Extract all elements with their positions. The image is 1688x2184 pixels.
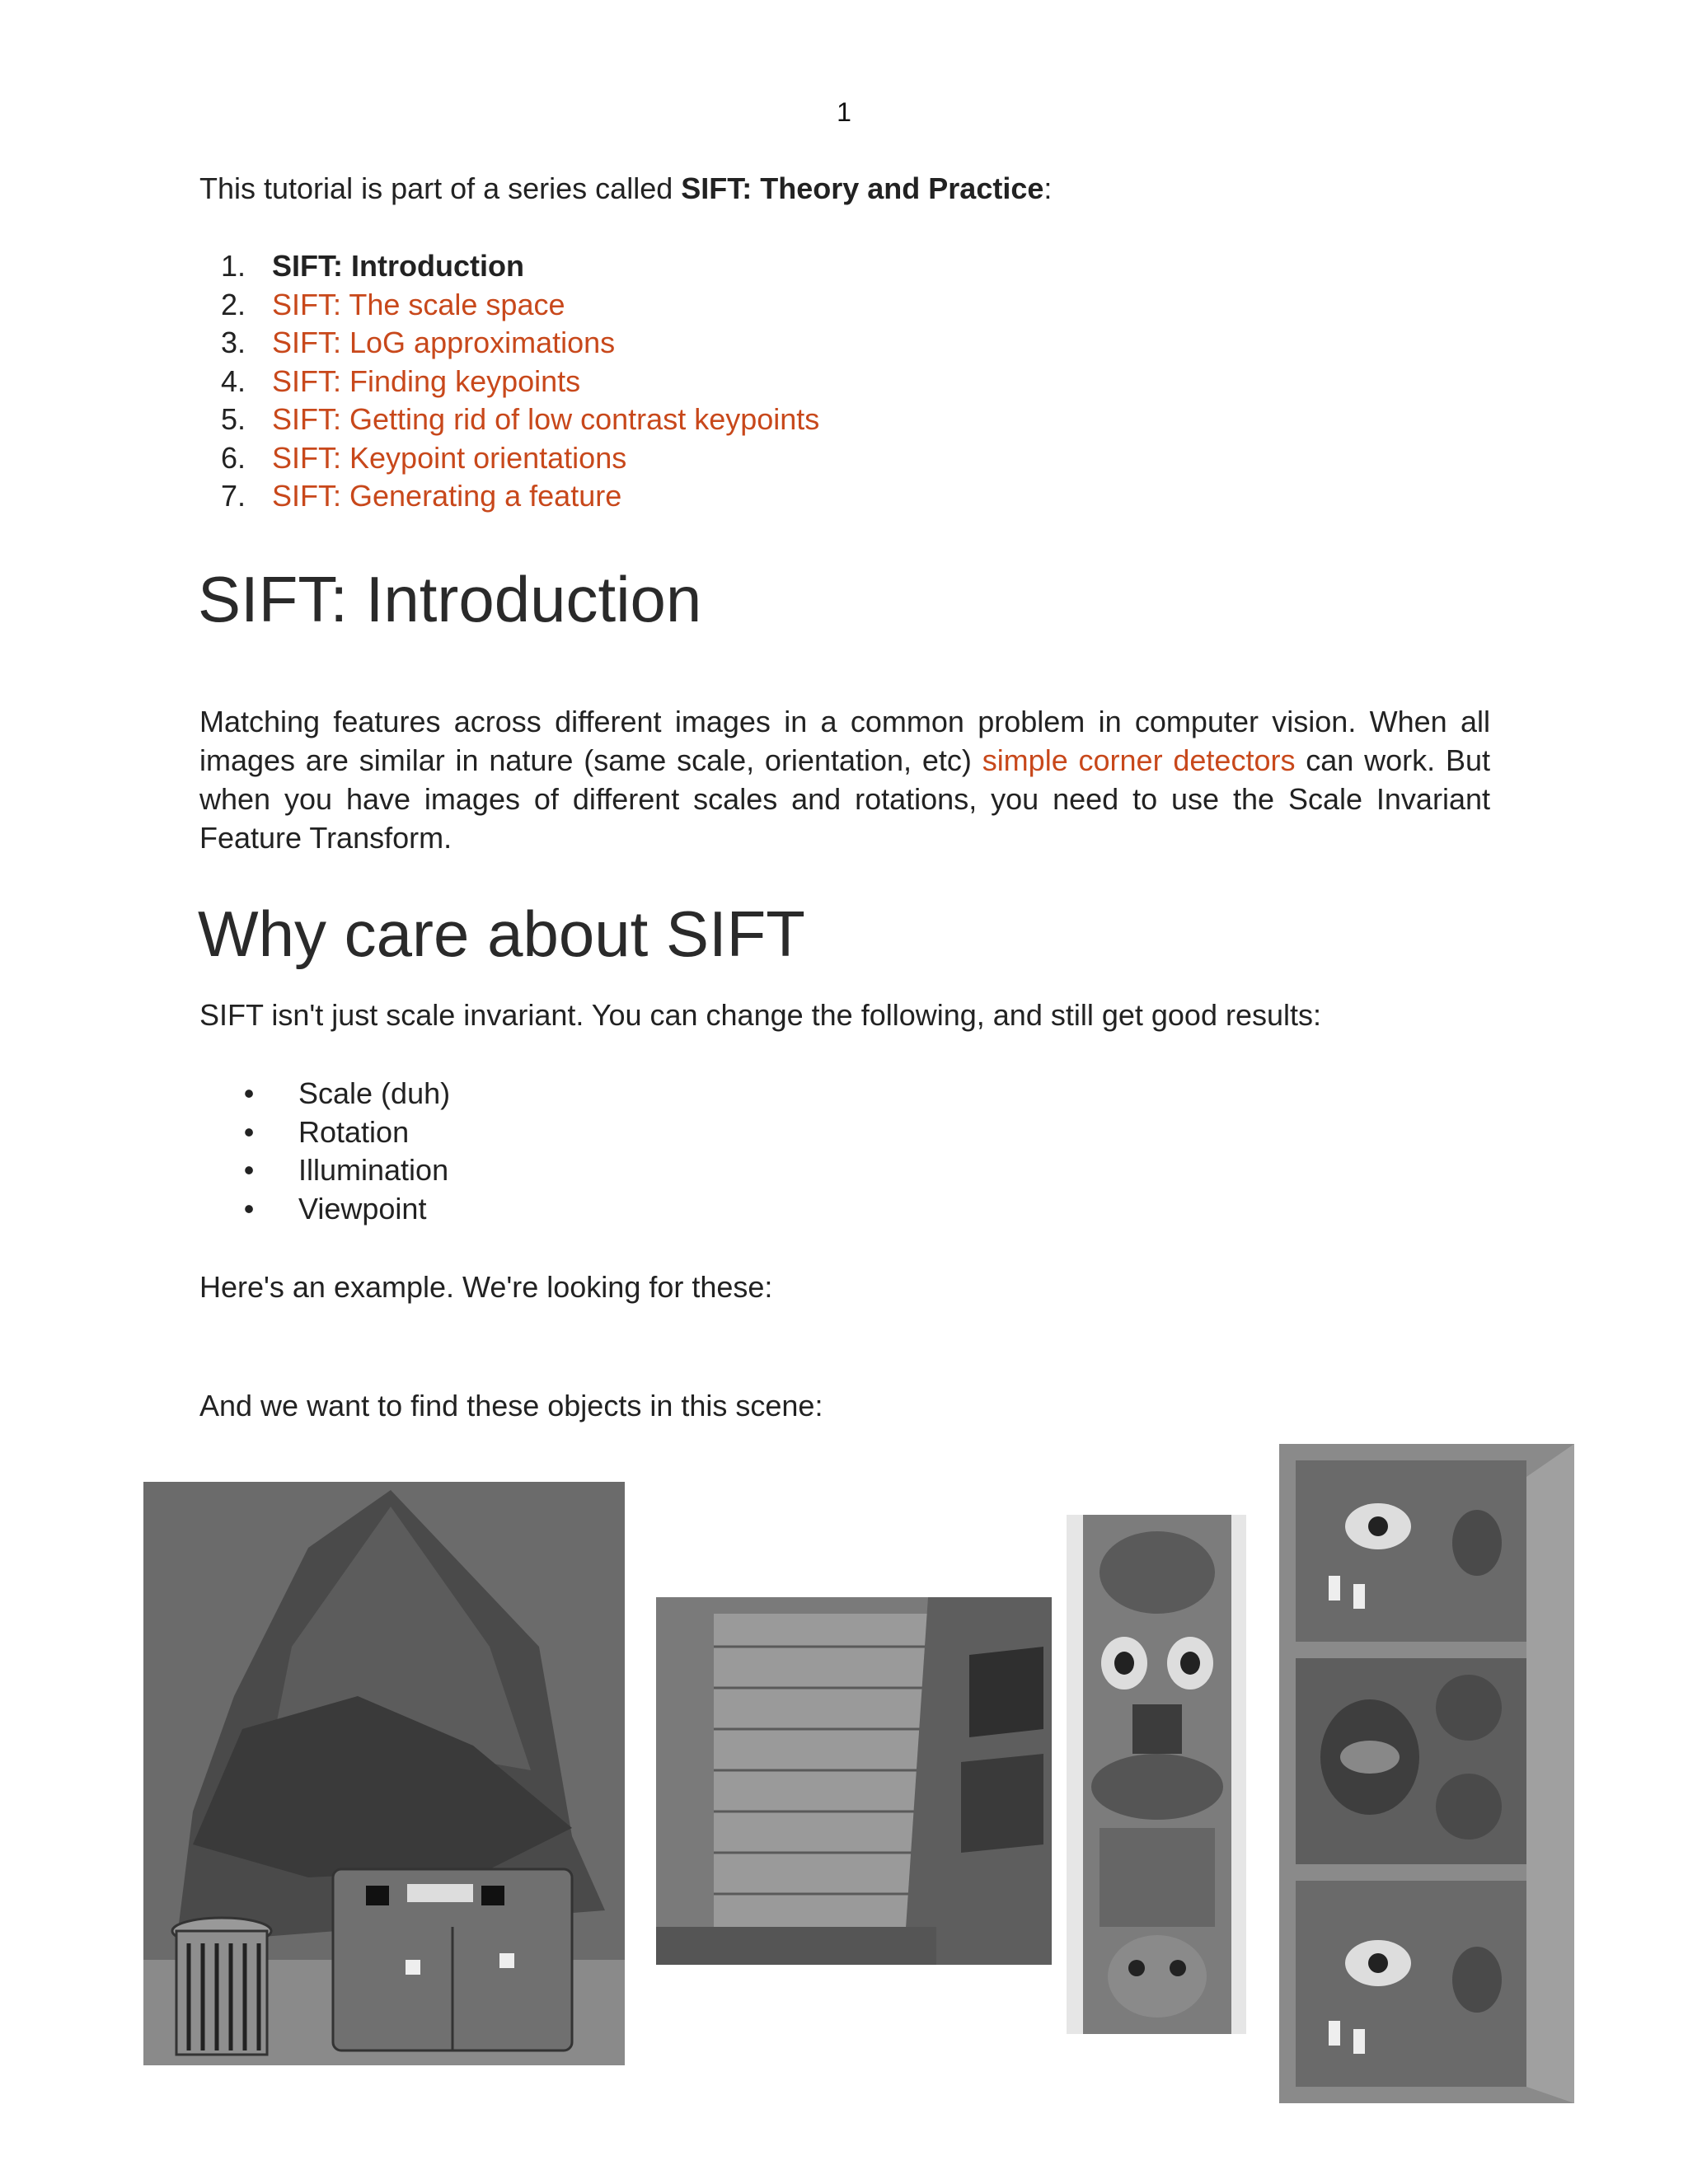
toc-number: 5. [220,402,246,436]
toc-number: 1. [220,249,246,283]
corner-detectors-link[interactable]: simple corner detectors [982,743,1296,777]
toc-link-orientations[interactable]: SIFT: Keypoint orientations [272,440,627,475]
bullet-icon: • [243,1076,255,1110]
tree-scene-photo [143,1482,625,2065]
para1-text-after: can work. But when you have images of different scales and rotations, you need to use the Scale Invariant Feature Transform. [199,743,1490,855]
toc-item-4[interactable] [199,363,819,401]
list-item-text: Illumination [298,1153,449,1187]
intro-suffix: : [1043,171,1053,205]
scene-paragraph: And we want to find these objects in this scene: [199,1389,823,1422]
list-item [199,1113,450,1152]
toc-item-6[interactable] [199,439,819,478]
toc-link-log-approximations[interactable]: SIFT: LoG approximations [272,326,616,359]
toc-link-finding-keypoints[interactable]: SIFT: Finding keypoints [272,363,581,398]
list-item-text: Rotation [298,1114,410,1149]
series-intro [199,171,1052,206]
toc-item-2[interactable] [199,286,819,325]
bullet-icon: • [243,1114,255,1149]
para1-text-before: Matching features across different images in a common problem in computer vision. When all images are similar in nature (same scale, orientation, etc) [199,705,1490,777]
heading-why-care: Why care about SIFT [198,898,805,970]
wooden-door-photo [656,1597,1052,1965]
toc-number: 7. [220,479,246,513]
toc-number: 4. [220,363,246,398]
invariance-list [199,1075,450,1228]
bullet-icon: • [243,1153,255,1187]
list-item-text: Scale (duh) [298,1076,451,1110]
intro-prefix: This tutorial is part of a series called [199,171,682,205]
list-item [199,1075,450,1113]
toc-item-5[interactable] [199,401,819,439]
toc-link-scale-space[interactable]: SIFT: The scale space [272,287,565,321]
bullet-icon: • [243,1191,255,1226]
series-toc [199,247,819,516]
list-item-text: Viewpoint [298,1191,427,1226]
totem-pole-photo [1067,1515,1246,2034]
example-paragraph: Here's an example. We're looking for these: [199,1270,773,1304]
toc-item-1 [199,247,819,286]
toc-item-7[interactable] [199,477,819,516]
toc-link-low-contrast[interactable]: SIFT: Getting rid of low contrast keypoints [272,402,820,436]
intro-paragraph [199,702,1490,857]
list-item [199,1151,450,1190]
toc-link-generating-feature[interactable]: SIFT: Generating a feature [272,479,622,513]
series-title: SIFT: Theory and Practice [681,171,1044,205]
page-number: 1 [837,97,851,127]
heading-introduction: SIFT: Introduction [198,563,702,635]
toc-number: 2. [220,287,246,321]
toc-item-3[interactable] [199,324,819,363]
list-item [199,1190,450,1229]
toc-number: 6. [220,440,246,475]
toc-current-label: SIFT: Introduction [272,249,524,283]
toc-number: 3. [220,326,246,359]
invariance-paragraph: SIFT isn't just scale invariant. You can change the following, and still get good results: [199,998,1322,1032]
carved-panel-photo [1279,1444,1574,2103]
